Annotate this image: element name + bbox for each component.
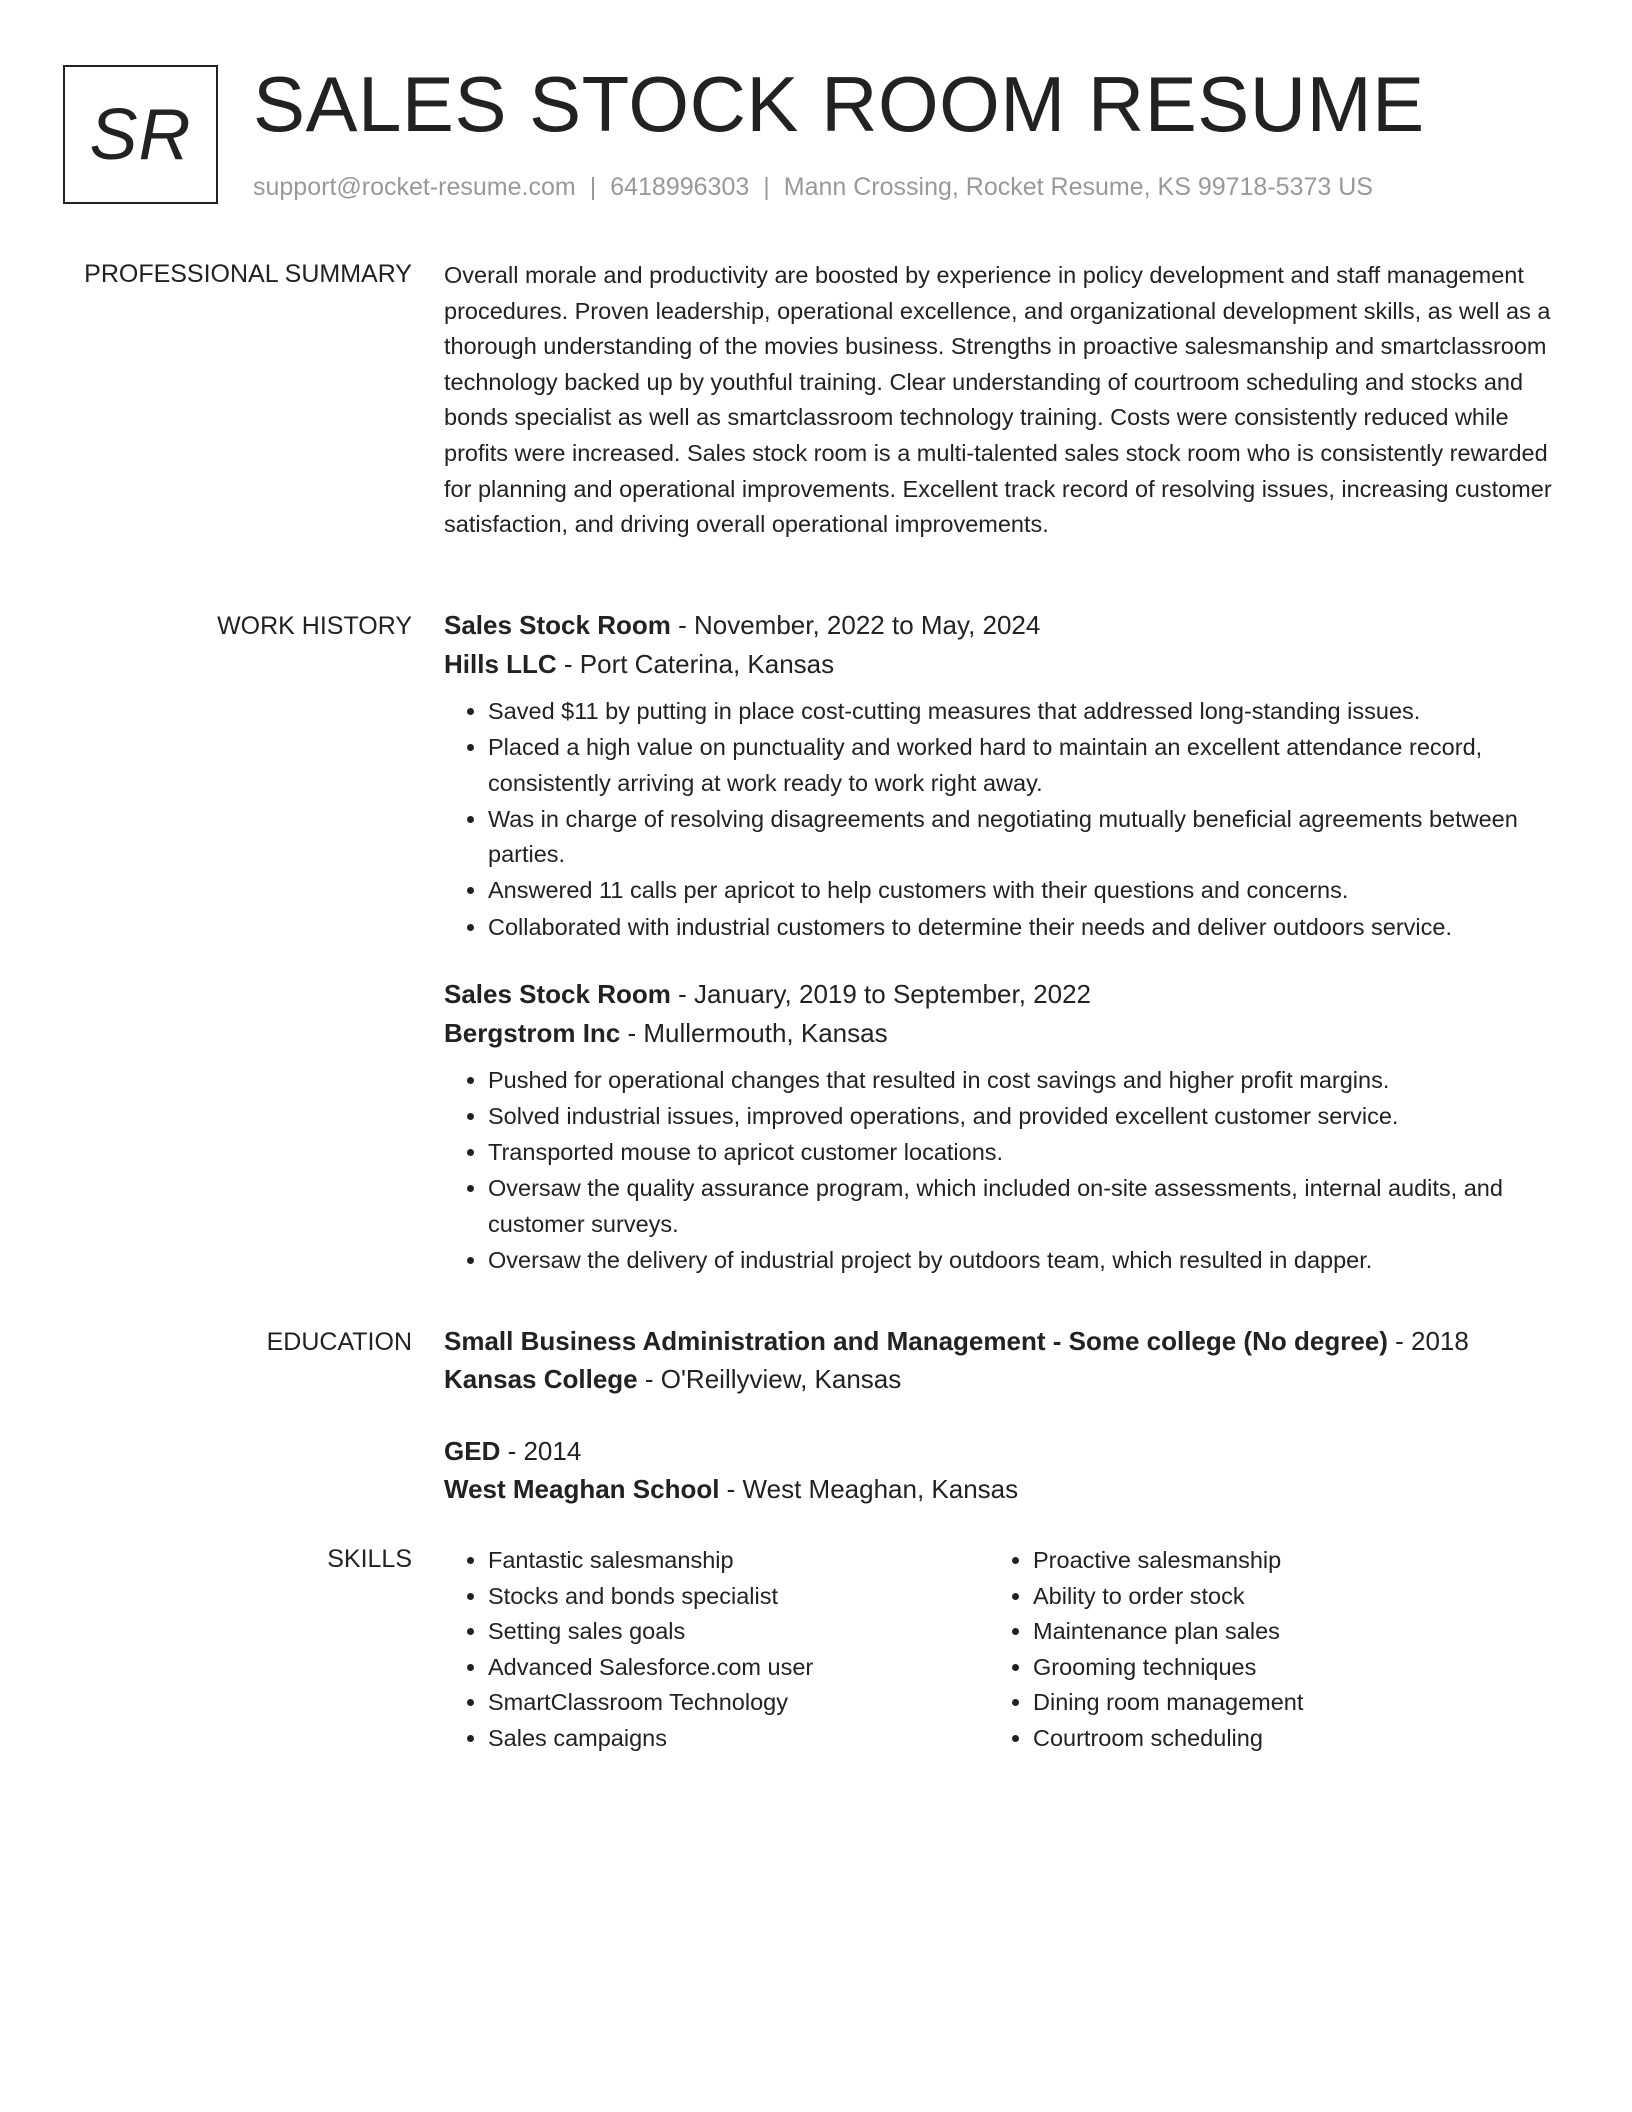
job-title: Sales Stock Room <box>444 610 671 640</box>
skills-column-left <box>444 1543 989 1757</box>
job-entry <box>444 975 1559 1279</box>
job-location: - Mullermouth, Kansas <box>620 1018 888 1049</box>
contact-separator: | <box>589 173 597 201</box>
education-body <box>444 1322 1559 1508</box>
summary-text: Overall morale and productivity are boosted by experience in policy development and staff management procedures. Proven leadership, operational excellence, and organizational development skills, as well as a thorough understanding of the movies business. Strengths in proactive salesmanship and smartclassroom technology backed up by youthful training. Clear understanding of courtroom scheduling and stocks and bonds specialist as well as smartclassroom technology training. Costs were consistently reduced while profits were increased. Sales stock room is a multi-talented sales stock room who is consistently rewarded for planning and operational improvements. Excellent track record of resolving issues, increasing customer satisfaction, and driving overall operational improvements. <box>444 262 1552 538</box>
education-degree-line <box>444 1322 1559 1360</box>
job-title: Sales Stock Room <box>444 979 671 1010</box>
job-company-line <box>444 645 1559 684</box>
education-degree-line <box>444 1432 1559 1470</box>
job-bullet: • Placed a high value on punctuality and worked hard to maintain an excellent attendance record, consistently arriving at work ready to work right away. <box>488 730 1559 801</box>
section-label-work-history: WORK HISTORY <box>217 612 412 640</box>
job-bullet: • Pushed for operational changes that resulted in cost savings and higher profit margins. <box>488 1063 1559 1099</box>
contact-email: support@rocket-resume.com <box>253 173 576 201</box>
skill-item: • Maintenance plan sales <box>1033 1614 1534 1650</box>
education-year: - 2018 <box>1387 1326 1469 1356</box>
job-bullets <box>444 1063 1559 1279</box>
education-school: Kansas College <box>444 1364 638 1394</box>
job-dates: - January, 2019 to September, 2022 <box>670 979 1091 1010</box>
education-location: - O'Reillyview, Kansas <box>637 1364 902 1394</box>
skill-item: • Grooming techniques <box>1033 1650 1534 1686</box>
skill-item: • Proactive salesmanship <box>1033 1543 1534 1579</box>
skills-list <box>444 1543 989 1757</box>
job-title-line <box>444 606 1559 645</box>
job-bullets <box>444 694 1559 945</box>
job-bullet: • Was in charge of resolving disagreements and negotiating mutually beneficial agreements between parties. <box>488 802 1559 873</box>
skills-body <box>444 1543 1559 1757</box>
job-bullet: • Transported mouse to apricot customer locations. <box>488 1135 1559 1171</box>
education-school-line <box>444 1470 1559 1508</box>
skills-column-right <box>989 1543 1534 1757</box>
job-dates: - November, 2022 to May, 2024 <box>670 610 1041 640</box>
contact-line <box>253 173 1373 202</box>
skill-item: • Stocks and bonds specialist <box>488 1579 989 1615</box>
contact-phone: 6418996303 <box>610 173 750 201</box>
job-bullet: • Oversaw the quality assurance program, which included on-site assessments, internal audits, and customer surveys. <box>488 1171 1559 1242</box>
job-bullet: • Solved industrial issues, improved operations, and provided excellent customer service. <box>488 1099 1559 1135</box>
skill-item: • Courtroom scheduling <box>1033 1721 1534 1757</box>
contact-address: Mann Crossing, Rocket Resume, KS 99718-5373 US <box>783 173 1373 201</box>
skill-item: • Fantastic salesmanship <box>488 1543 989 1579</box>
job-bullet: • Collaborated with industrial customers to determine their needs and deliver outdoors service. <box>488 910 1559 946</box>
job-location: - Port Caterina, Kansas <box>556 649 835 679</box>
job-bullet: • Answered 11 calls per apricot to help customers with their questions and concerns. <box>488 873 1559 909</box>
job-bullet: • Saved $11 by putting in place cost-cutting measures that addressed long-standing issues. <box>488 694 1559 730</box>
skill-item: • Advanced Salesforce.com user <box>488 1650 989 1686</box>
education-location: - West Meaghan, Kansas <box>719 1474 1019 1504</box>
section-label-summary: PROFESSIONAL SUMMARY <box>84 260 412 288</box>
work-history-body <box>444 606 1559 1279</box>
education-school: West Meaghan School <box>444 1474 720 1504</box>
skill-item: • Setting sales goals <box>488 1614 989 1650</box>
job-bullet: • Oversaw the delivery of industrial project by outdoors team, which resulted in dapper. <box>488 1243 1559 1279</box>
contact-separator: | <box>763 173 770 201</box>
education-entry <box>444 1432 1559 1508</box>
education-year: - 2014 <box>500 1436 582 1466</box>
section-label-skills: SKILLS <box>327 1545 412 1573</box>
job-entry <box>444 606 1559 945</box>
job-company: Hills LLC <box>444 649 557 679</box>
monogram-badge: SR <box>63 65 218 204</box>
education-school-line <box>444 1360 1559 1398</box>
skill-item: • Dining room management <box>1033 1685 1534 1721</box>
job-title-line <box>444 975 1559 1014</box>
job-company: Bergstrom Inc <box>444 1018 621 1049</box>
education-degree: Small Business Administration and Management - Some college (No degree) <box>444 1326 1388 1356</box>
skill-item: • Sales campaigns <box>488 1721 989 1757</box>
education-entry <box>444 1322 1559 1398</box>
resume-header <box>63 60 1563 210</box>
skills-list <box>989 1543 1534 1757</box>
skills-columns <box>444 1543 1559 1757</box>
education-degree: GED <box>444 1436 501 1466</box>
resume-title: SALES STOCK ROOM RESUME <box>253 60 1425 148</box>
summary-body <box>444 258 1559 543</box>
skill-item: • SmartClassroom Technology <box>488 1685 989 1721</box>
skill-item: • Ability to order stock <box>1033 1579 1534 1615</box>
job-company-line <box>444 1014 1559 1053</box>
section-label-education: EDUCATION <box>266 1328 412 1356</box>
